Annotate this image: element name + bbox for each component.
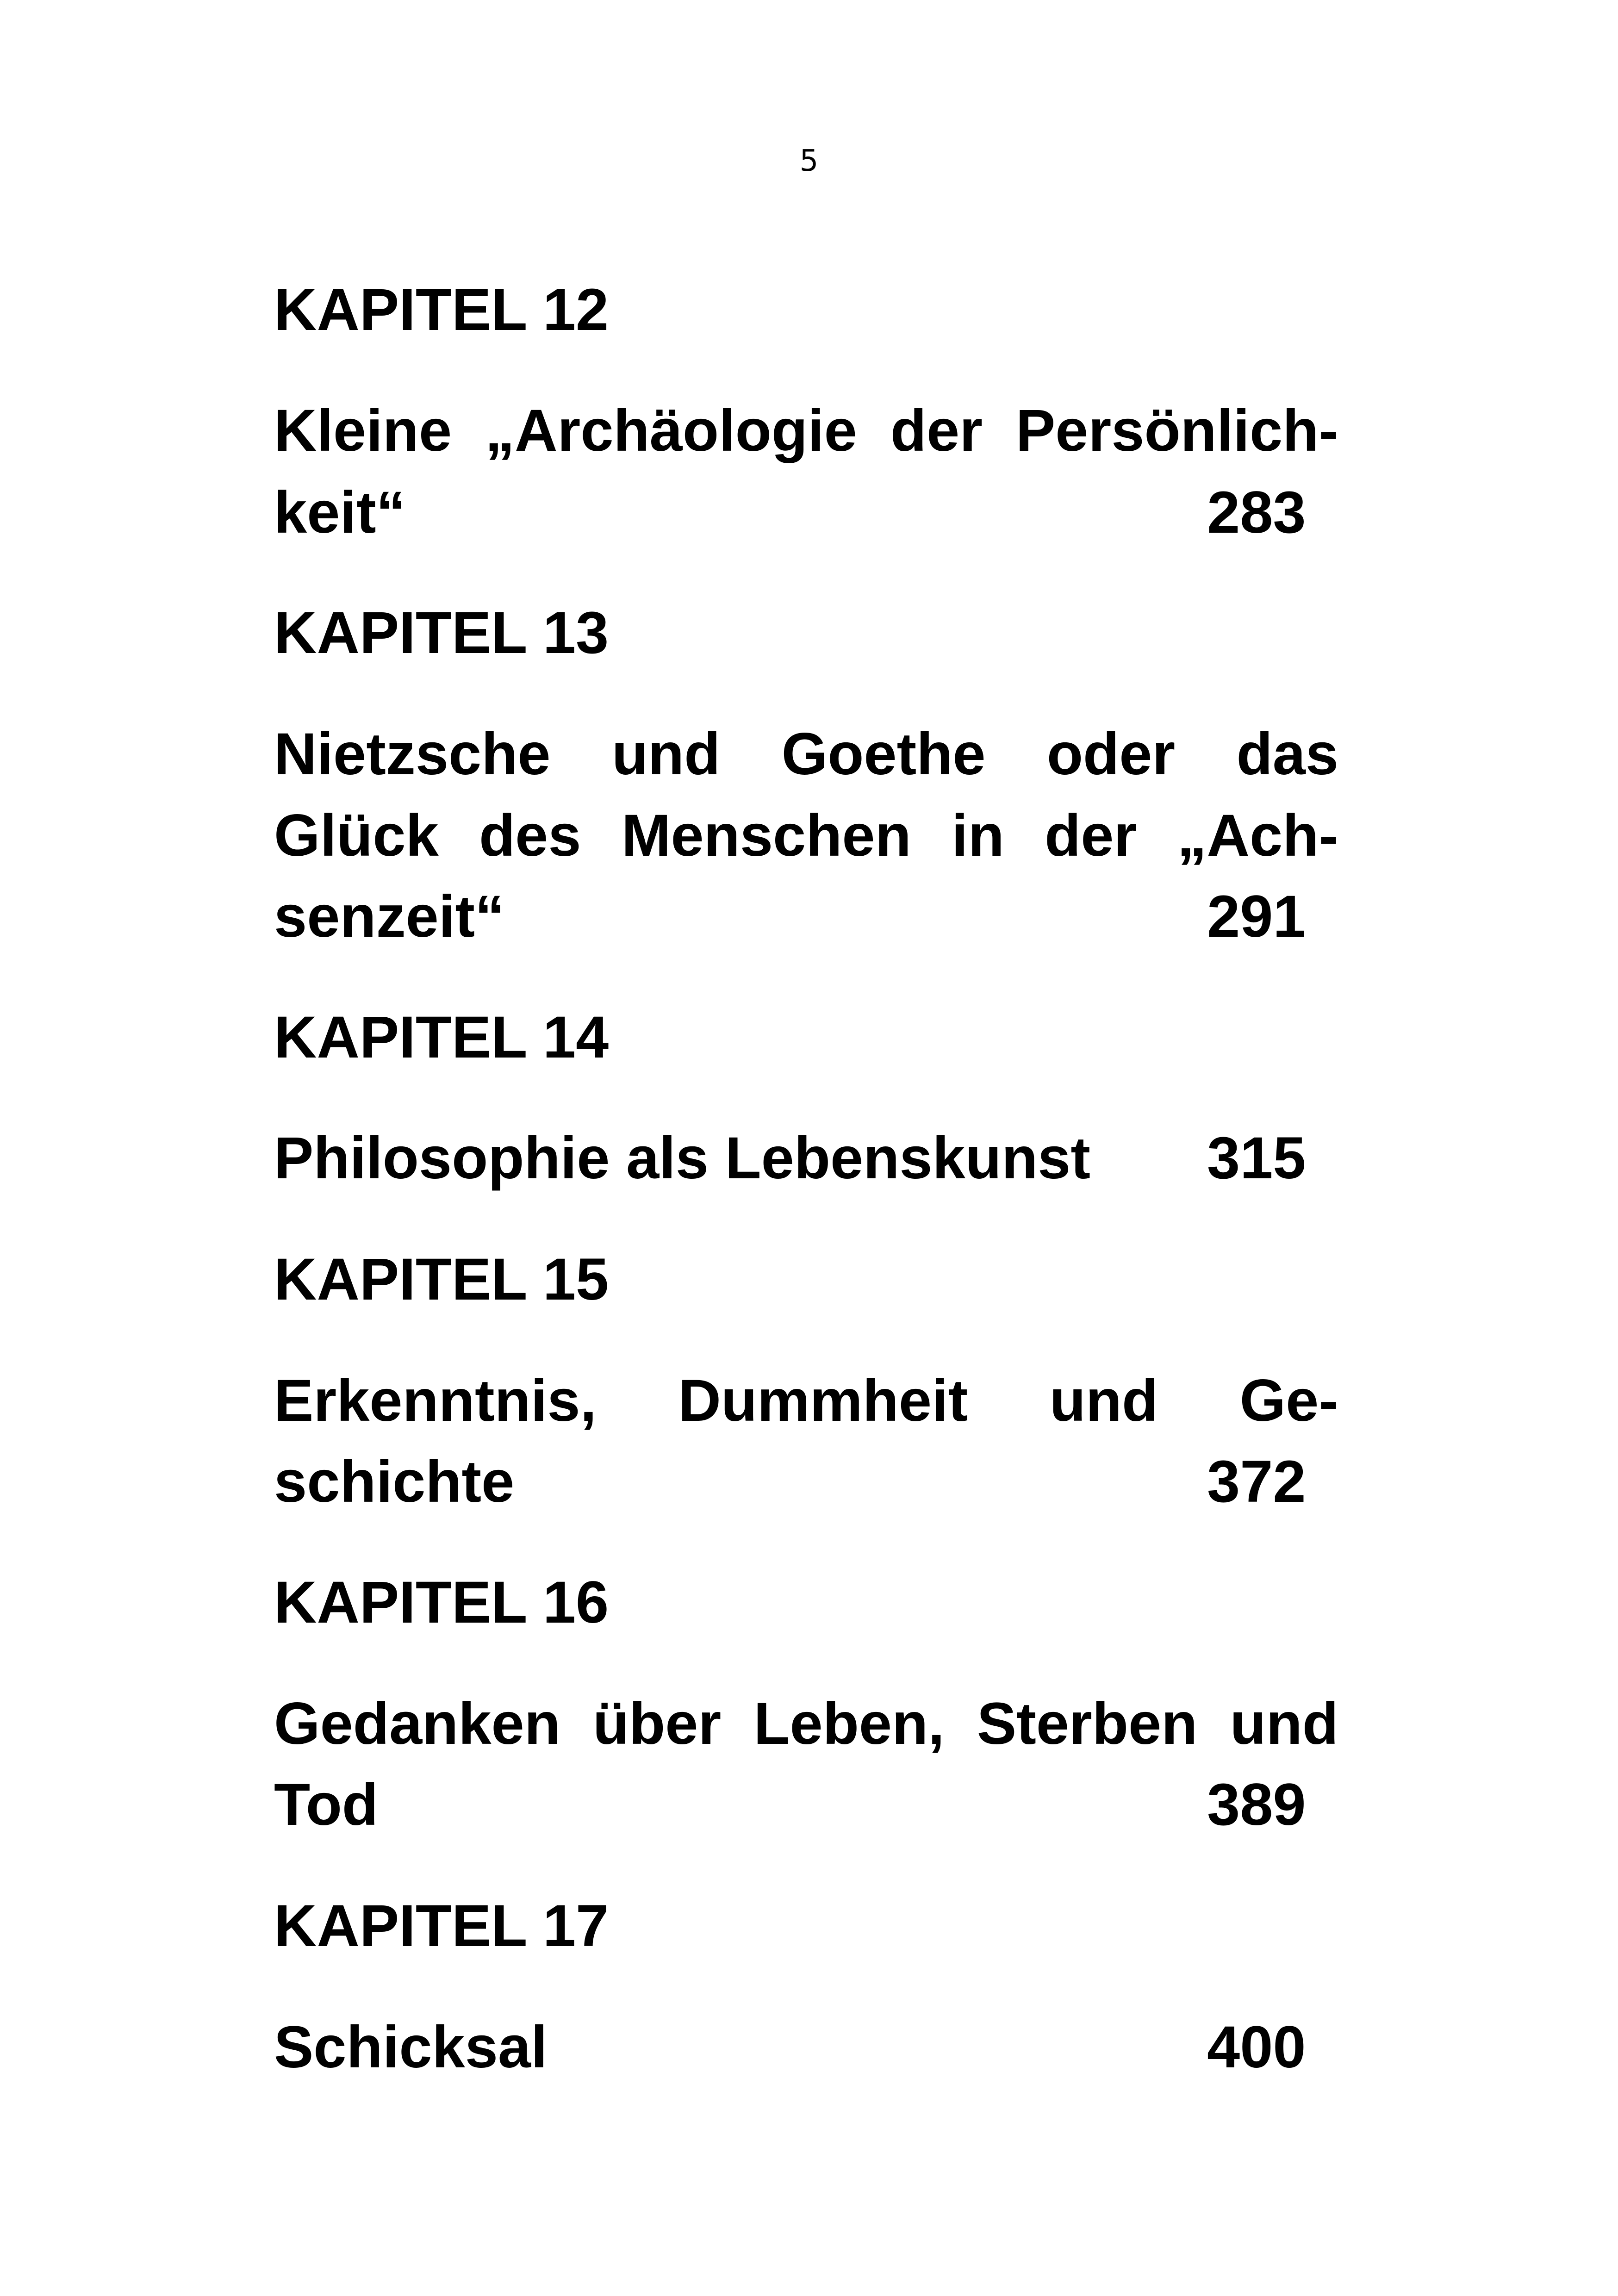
title-word: Erkenntnis, — [274, 1368, 597, 1434]
chapter-13-heading: KAPITEL 13 — [274, 600, 609, 666]
chapter-15-heading: KAPITEL 15 — [274, 1246, 609, 1313]
title-word: der — [890, 398, 983, 464]
title-word: über — [592, 1691, 722, 1757]
title-word: des — [479, 803, 581, 869]
title-word: „Archäologie — [485, 398, 857, 464]
chapter-13-title-line-3: senzeit“ — [274, 884, 504, 950]
title-word: Ge- — [1239, 1368, 1338, 1434]
title-word: Gedanken — [274, 1691, 560, 1757]
chapter-16-title-line-2: Tod — [274, 1772, 379, 1838]
title-word: Sterben — [977, 1691, 1198, 1757]
title-word: Goethe — [781, 721, 986, 787]
chapter-17-heading: KAPITEL 17 — [274, 1893, 609, 1959]
chapter-12-heading: KAPITEL 12 — [274, 277, 609, 343]
title-word: „Ach- — [1177, 803, 1338, 869]
chapter-14-title-line-1: Philosophie als Lebenskunst — [274, 1125, 1090, 1191]
chapter-15-title-line-2: schichte — [274, 1449, 515, 1515]
title-word: in — [952, 803, 1004, 869]
title-word: Kleine — [274, 398, 452, 464]
chapter-16-page: 389 — [1207, 1772, 1306, 1838]
title-word: Nietzsche — [274, 721, 551, 787]
chapter-12-title-line-1 — [274, 390, 1338, 471]
title-word: Menschen — [621, 803, 911, 869]
title-word: das — [1236, 721, 1338, 787]
chapter-14-heading: KAPITEL 14 — [274, 1004, 609, 1070]
chapter-17-page: 400 — [1207, 2014, 1306, 2080]
chapter-13-title-line-1 — [274, 714, 1338, 795]
title-word: und — [1049, 1368, 1158, 1434]
title-word: der — [1045, 803, 1137, 869]
chapter-16-heading: KAPITEL 16 — [274, 1569, 609, 1636]
chapter-13-page: 291 — [1207, 884, 1306, 950]
title-word: und — [611, 721, 721, 787]
page-number: 5 — [799, 144, 819, 178]
title-word: Dummheit — [678, 1368, 968, 1434]
chapter-13-title-line-2 — [274, 795, 1338, 876]
chapter-16-title-line-1 — [274, 1683, 1338, 1764]
chapter-17-title-line-1: Schicksal — [274, 2014, 548, 2080]
chapter-15-page: 372 — [1207, 1449, 1306, 1515]
title-word: und — [1230, 1691, 1338, 1757]
title-word: Persönlich- — [1015, 398, 1338, 464]
title-word: oder — [1046, 721, 1176, 787]
chapter-12-title-line-2: keit“ — [274, 479, 406, 546]
title-word: Leben, — [753, 1691, 945, 1757]
chapter-12-page: 283 — [1207, 479, 1306, 546]
title-word: Glück — [274, 803, 439, 869]
chapter-15-title-line-1 — [274, 1360, 1338, 1441]
chapter-14-page: 315 — [1207, 1125, 1306, 1191]
